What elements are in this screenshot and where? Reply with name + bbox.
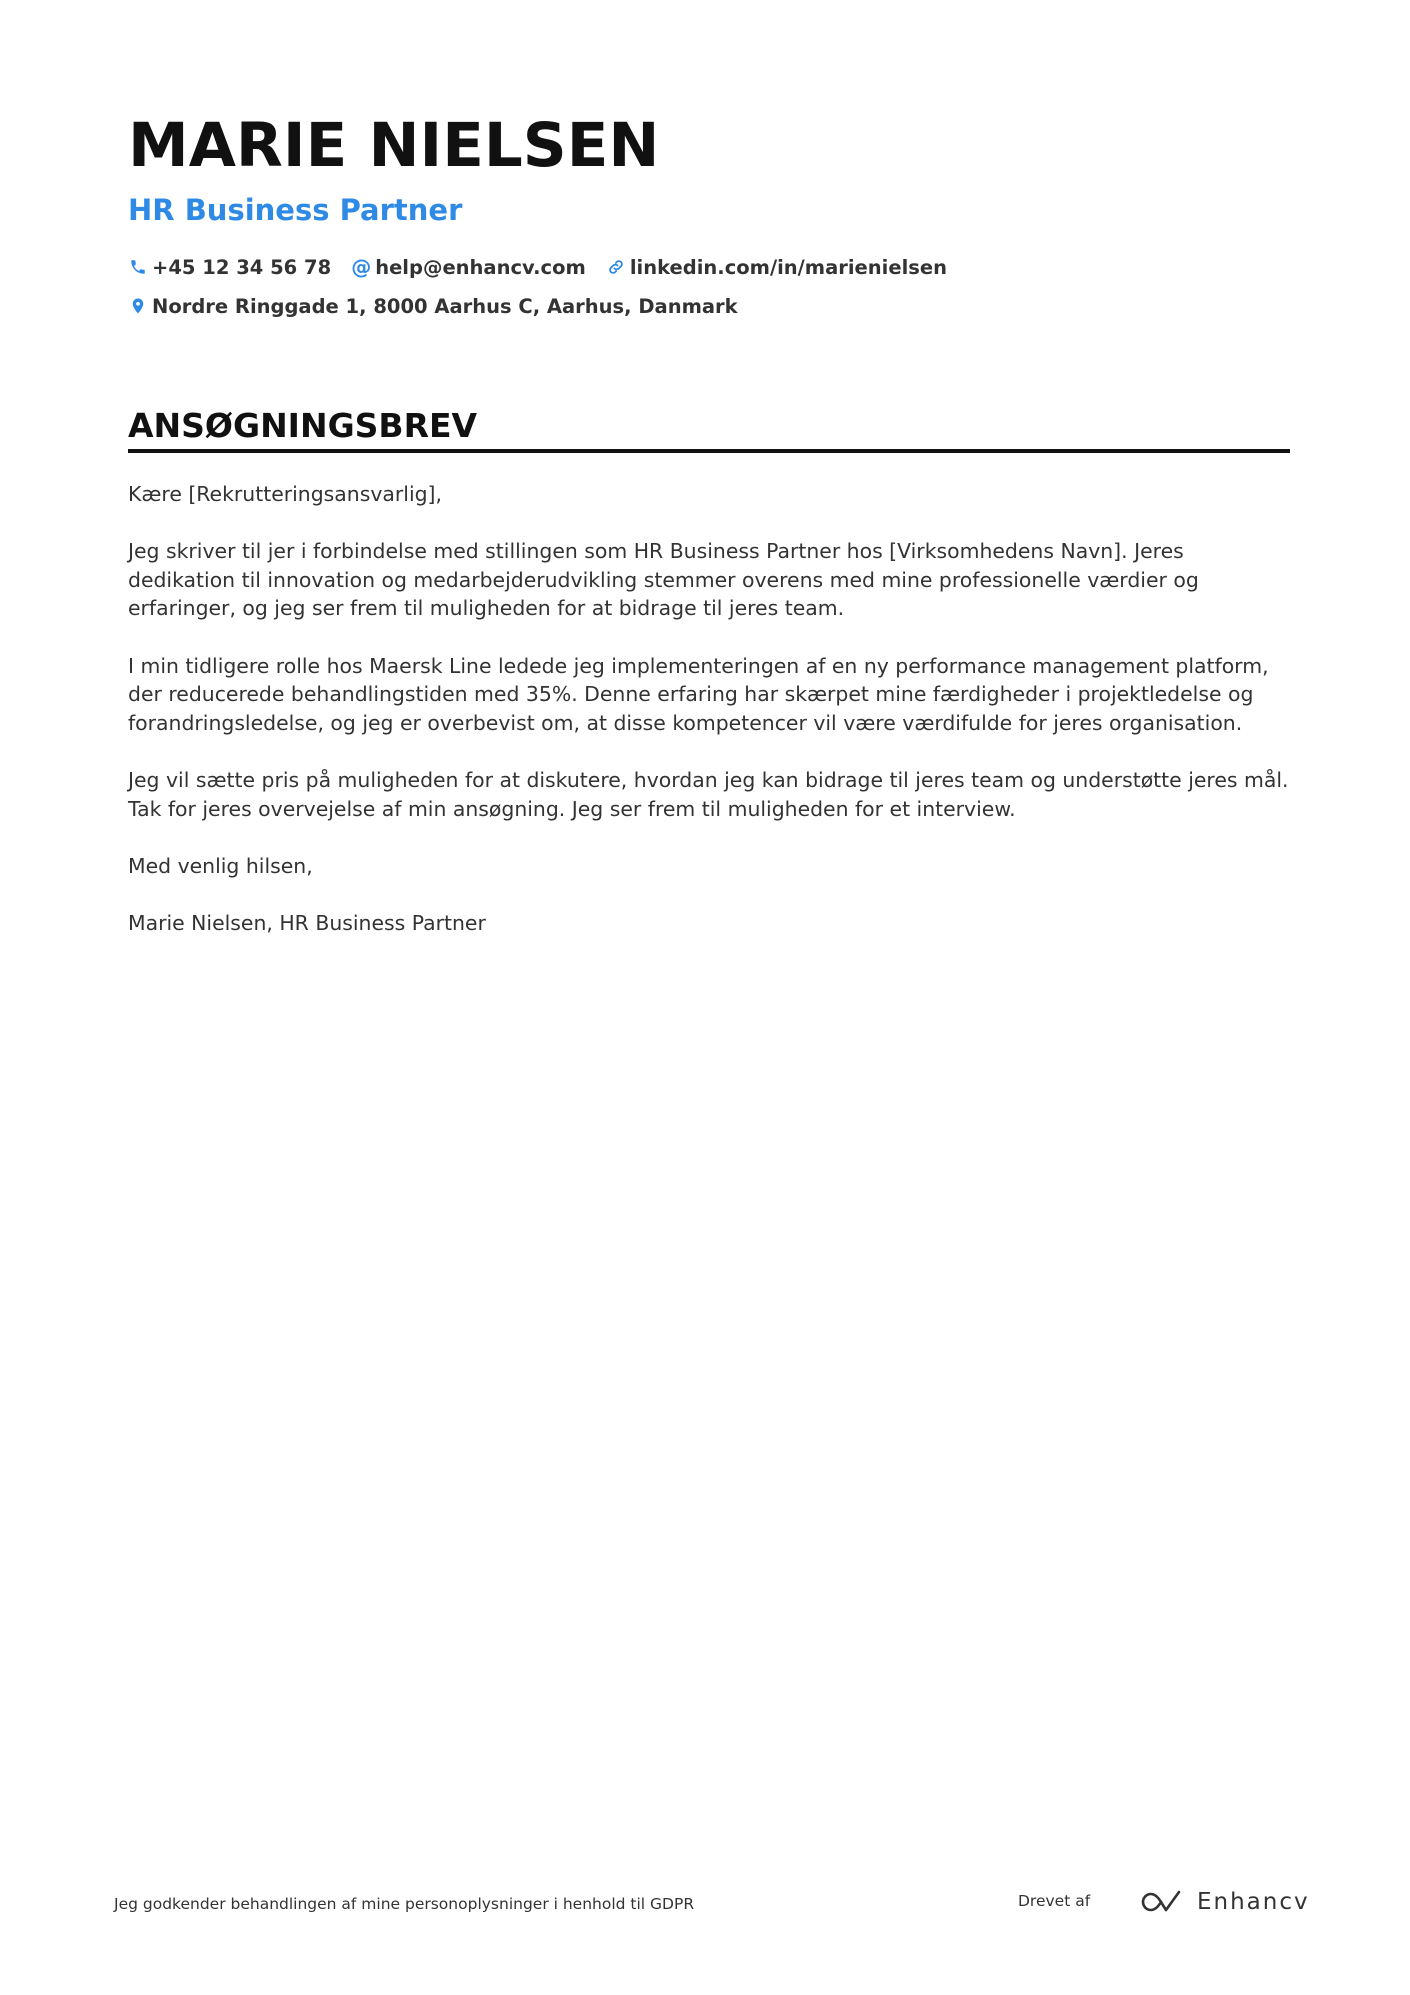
contact-row-secondary (128, 291, 758, 321)
infinity-logo-icon (1139, 1888, 1185, 1916)
gdpr-consent: Jeg godkender behandlingen af mine personoplysninger i henhold til GDPR (114, 1895, 695, 1913)
link-icon (606, 257, 626, 277)
brand-name: Enhancv (1197, 1889, 1310, 1915)
letter-paragraph: Jeg vil sætte pris på muligheden for at diskutere, hvordan jeg kan bidrage til jeres team og understøtte jeres mål. Tak for jeres overvejelse af min ansøgning. Jeg ser frem til muligheden for et interview. (128, 767, 1289, 821)
section-divider (128, 449, 1290, 453)
contact-linkedin[interactable] (606, 256, 947, 279)
letter-paragraph: I min tidligere rolle hos Maersk Line ledede jeg implementeringen af en ny performance management platform, der reducerede behandlingstiden med 35%. Denne erfaring har skærpet mine færdigheder i projektledelse og forandringsledelse, og jeg er overbevist om, at disse kompetencer vil være værdifulde for jeres organisation. (128, 653, 1269, 735)
contact-row-primary (128, 252, 967, 282)
enhancv-logo[interactable] (1139, 1884, 1310, 1920)
salutation: Kære [Rekrutteringsansvarlig], (128, 482, 442, 506)
contact-address (128, 295, 738, 318)
powered-by-label: Drevet af (1018, 1892, 1091, 1910)
contact-phone[interactable] (128, 256, 331, 279)
section-heading: ANSØGNINGSBREV (128, 406, 478, 445)
job-title: HR Business Partner (128, 193, 463, 227)
applicant-name: MARIE NIELSEN (128, 110, 660, 181)
contact-email[interactable] (351, 256, 586, 279)
location-pin-icon (128, 296, 148, 316)
signature: Marie Nielsen, HR Business Partner (128, 910, 486, 935)
email-text: help@enhancv.com (375, 255, 586, 279)
at-icon: @ (351, 255, 372, 279)
address-text: Nordre Ringgade 1, 8000 Aarhus C, Aarhus, Danmark (152, 294, 738, 318)
closing: Med venlig hilsen, (128, 853, 313, 878)
letter-paragraph: Jeg skriver til jer i forbindelse med stillingen som HR Business Partner hos [Virksomhedens Navn]. Jeres dedikation til innovation og medarbejderudvikling stemmer overens med mine professionelle værdier og erfaringer, og jeg ser frem til muligheden for at bidrage til jeres team. (128, 539, 1199, 621)
phone-icon (128, 257, 148, 277)
letter-body (128, 480, 1290, 966)
linkedin-text: linkedin.com/in/marienielsen (629, 255, 947, 279)
phone-text: +45 12 34 56 78 (152, 255, 332, 279)
